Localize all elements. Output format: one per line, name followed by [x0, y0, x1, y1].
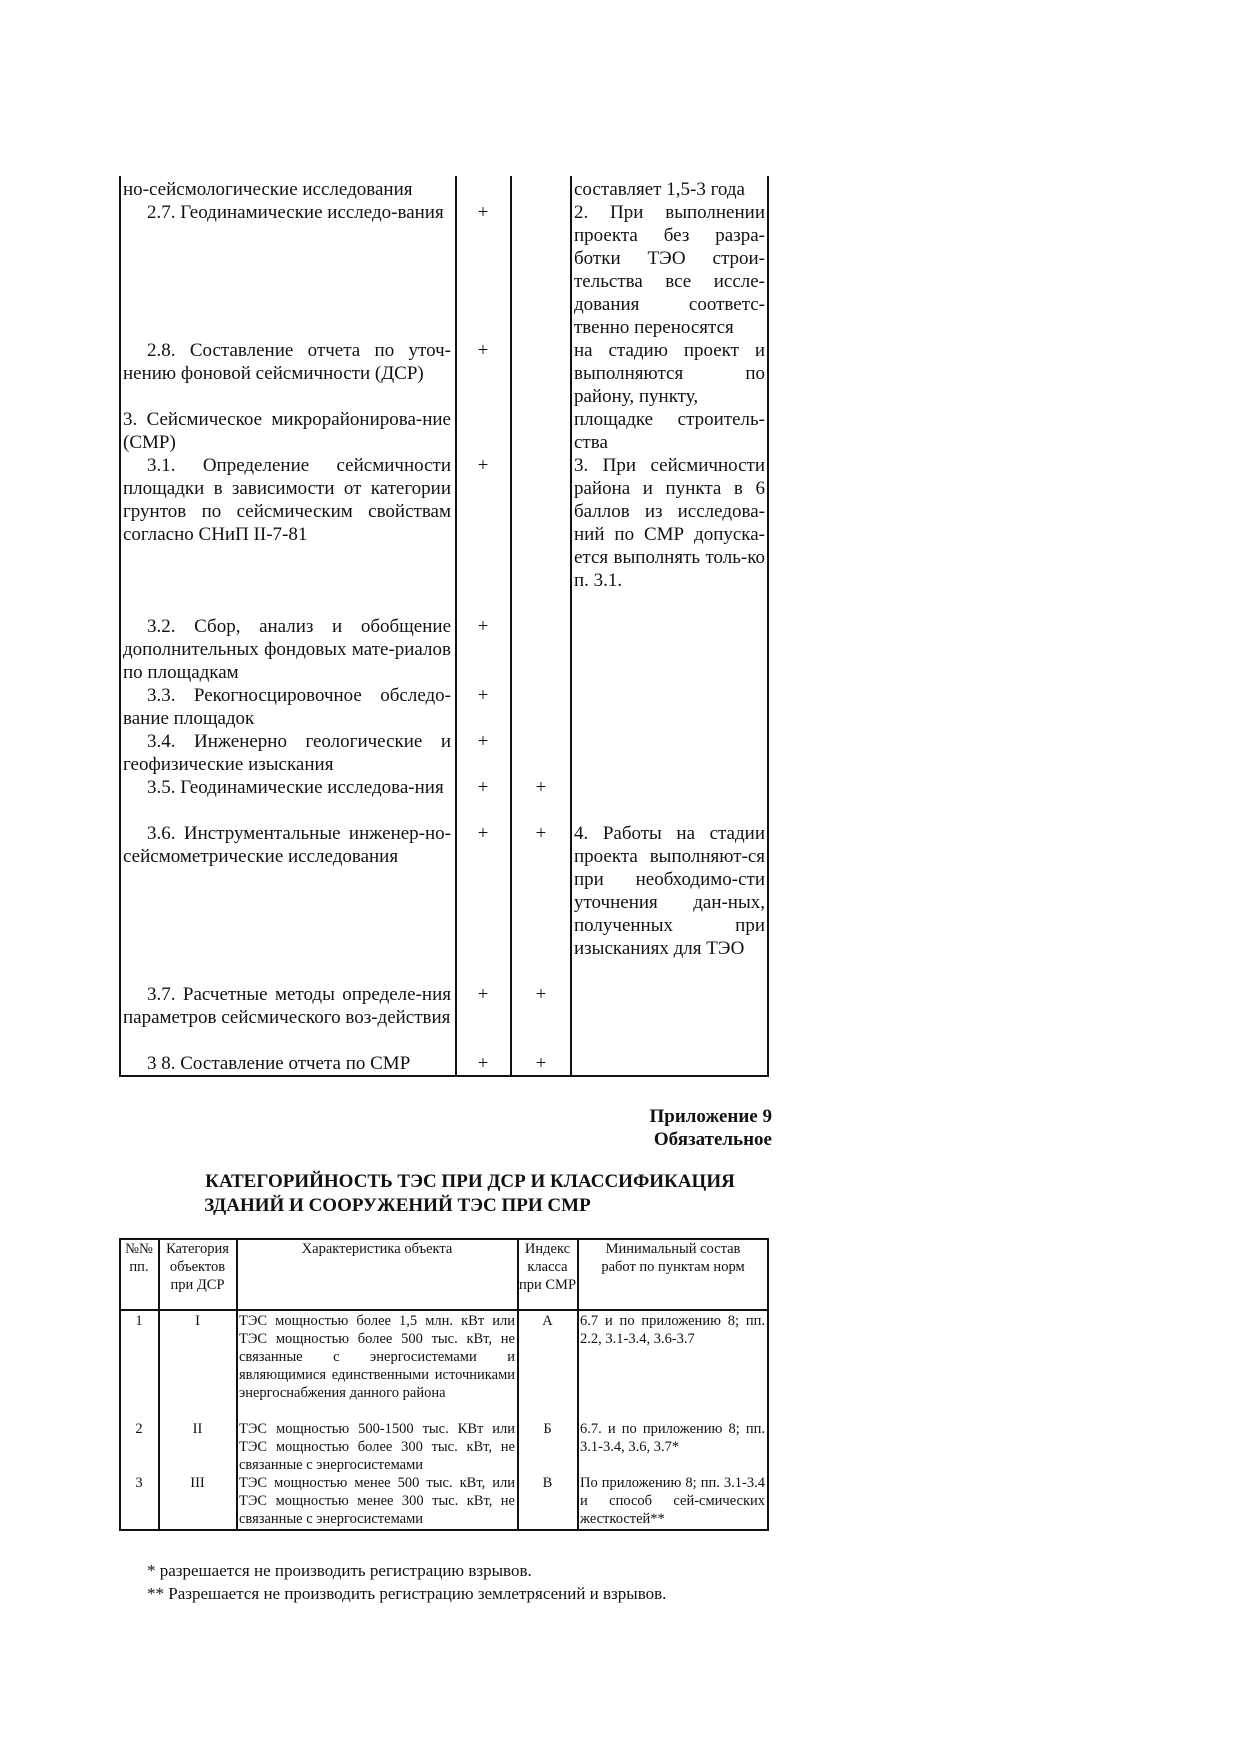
table-cell-mark: +	[477, 731, 489, 752]
header-category: Категория объектов при ДСР	[166, 1241, 229, 1293]
row-description: ТЭС мощностью более 1,5 млн. кВт или ТЭС мощностью более 500 тыс. кВт, не связанные с энергосистемами и являющимися единственными источниками энергоснабжения данного района	[239, 1313, 515, 1401]
row-number: 2	[135, 1421, 143, 1437]
row-description: ТЭС мощностью менее 500 тыс. кВт, или ТЭС мощностью менее 300 тыс. кВт, не связанные с энергосистемами	[239, 1475, 515, 1527]
table-cell-name: 3.3. Рекогносцировочное обследо-вание площадок	[123, 685, 451, 729]
table-cell-name: 3.6. Инструментальные инженер-но-сейсмометрические исследования	[123, 823, 451, 867]
table-cell-mark: +	[535, 984, 547, 1005]
footnote: * разрешается не производить регистрацию взрывов.	[147, 1561, 532, 1580]
table-cell-mark: +	[477, 340, 489, 361]
table-cell-mark: +	[477, 1053, 489, 1074]
table-cell-note: площадке строитель-ства	[574, 409, 765, 453]
table-column-divider	[510, 176, 512, 1076]
table-header-divider	[119, 1309, 769, 1311]
header-number: №№ пп.	[125, 1241, 153, 1275]
table-cell-mark: +	[535, 777, 547, 798]
row-smr-index: В	[542, 1475, 553, 1491]
row-min-works: 6.7. и по приложению 8; пп. 3.1-3.4, 3.6, 3.7*	[580, 1421, 765, 1455]
table-cell-mark: +	[477, 202, 489, 223]
table-column-divider	[236, 1238, 238, 1530]
row-category: III	[190, 1475, 205, 1491]
header-description: Характеристика объекта	[301, 1241, 453, 1257]
table-cell-mark: +	[477, 685, 489, 706]
row-number: 3	[135, 1475, 143, 1491]
table-column-divider	[577, 1238, 579, 1530]
table-cell-note: 2. При выполнении проекта без разра-ботки ТЭО строи-тельства все иссле-дования соответс-твенно переносятся	[574, 202, 765, 338]
page-title-line1: КАТЕГОРИЙНОСТЬ ТЭС ПРИ ДСР И КЛАССИФИКАЦИЯ	[205, 1171, 735, 1192]
row-category: I	[195, 1313, 200, 1329]
table-cell-note: 4. Работы на стадии проекта выполняют-ся при необходимо-сти уточнения дан-ных, полученных при изысканиях для ТЭО	[574, 823, 765, 959]
table-border-right	[767, 1238, 769, 1530]
row-number: 1	[135, 1313, 143, 1329]
table-cell-note: 3. При сейсмичности района и пункта в 6 баллов из исследова-ний по СМР допуска-ется выполнять толь-ко п. 3.1.	[574, 455, 765, 591]
table-column-divider	[570, 176, 572, 1076]
row-min-works: 6.7 и по приложению 8; пп. 2.2, 3.1-3.4, 3.6-3.7	[580, 1313, 765, 1347]
table-cell-mark: +	[477, 823, 489, 844]
page-title-line2: ЗДАНИЙ И СООРУЖЕНИЙ ТЭС ПРИ СМР	[204, 1195, 591, 1216]
table-cell-name: 2.8. Составление отчета по уточ-нению фоновой сейсмичности (ДСР)	[123, 340, 451, 384]
row-description: ТЭС мощностью 500-1500 тыс. КВт или ТЭС мощностью более 300 тыс. кВт, не связанные с энергосистемами	[239, 1421, 515, 1473]
row-smr-index: Б	[543, 1421, 552, 1437]
table-cell-name: 3. Сейсмическое микрорайонирова-ние (СМР)	[123, 409, 451, 453]
table-cell-name: 3.4. Инженерно геологические и геофизические изыскания	[123, 731, 451, 775]
row-category: II	[192, 1421, 203, 1437]
footnote: ** Разрешается не производить регистрацию землетрясений и взрывов.	[147, 1584, 667, 1603]
row-min-works: По приложению 8; пп. 3.1-3.4 и способ сей-смических жесткостей**	[580, 1475, 765, 1527]
table-cell-name: но-сейсмологические исследования	[123, 179, 413, 200]
row-smr-index: А	[542, 1313, 553, 1329]
table-cell-note: составляет 1,5-3 года	[574, 179, 745, 200]
table-cell-mark: +	[477, 984, 489, 1005]
table-cell-name: 3 8. Составление отчета по СМР	[147, 1053, 411, 1074]
table-cell-mark: +	[477, 455, 489, 476]
header-min-works: Минимальный состав работ по пунктам норм	[601, 1241, 745, 1275]
table-border-bottom	[119, 1529, 769, 1531]
table-cell-mark: +	[535, 1053, 547, 1074]
appendix-number: Приложение 9	[649, 1106, 772, 1127]
table-cell-mark: +	[535, 823, 547, 844]
header-smr-index: Индекс класса при СМР	[518, 1241, 577, 1293]
table-column-divider	[455, 176, 457, 1076]
table-cell-name: 3.7. Расчетные методы определе-ния параметров сейсмического воз-действия	[123, 984, 451, 1028]
table-cell-name: 3.5. Геодинамические исследова-ния	[147, 777, 444, 798]
table-cell-name: 3.2. Сбор, анализ и обобщение дополнительных фондовых мате-риалов по площадкам	[123, 616, 451, 683]
table-border-right	[767, 176, 769, 1076]
table-cell-mark: +	[477, 616, 489, 637]
appendix-status: Обязательное	[653, 1129, 772, 1150]
table-cell-name: 3.1. Определение сейсмичности площадки в зависимости от категории грунтов по сейсмическим свойствам согласно СНиП II-7-81	[123, 455, 451, 545]
table-cell-note: на стадию проект и выполняются по району, пункту,	[574, 340, 765, 407]
table-cell-mark: +	[477, 777, 489, 798]
table-border-left	[119, 176, 121, 1076]
table-cell-name: 2.7. Геодинамические исследо-вания	[147, 202, 444, 223]
table-border-bottom	[119, 1075, 769, 1077]
